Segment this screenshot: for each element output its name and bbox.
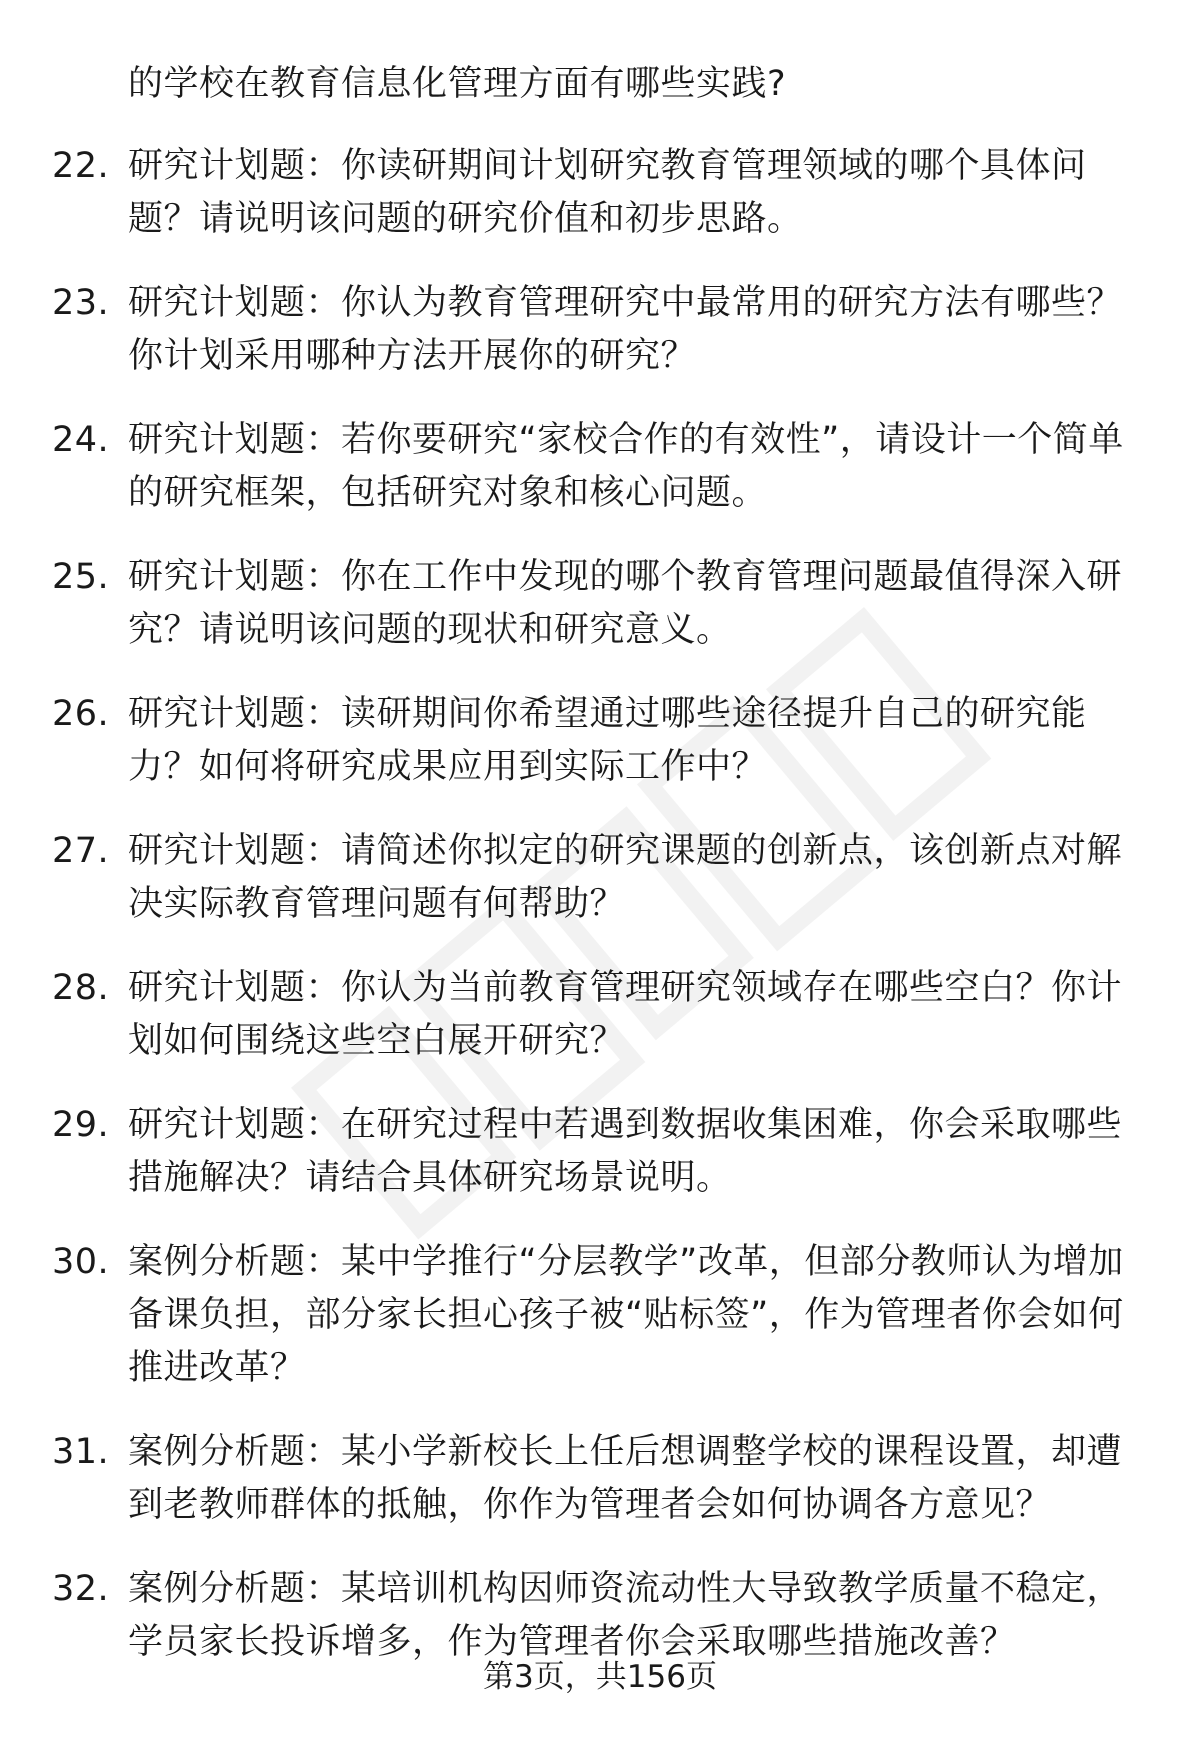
question-item: [0, 277, 1200, 383]
question-item: [0, 1099, 1200, 1205]
question-text: 研究计划题：若你要研究“家校合作的有效性”，请设计一个简单的研究框架，包括研究对象和核心问题。: [128, 420, 1124, 513]
question-list: [0, 140, 1200, 1700]
question-number: 28.: [52, 968, 110, 1008]
page-footer: 第3页，共156页: [483, 1659, 717, 1695]
question-text: 研究计划题：在研究过程中若遇到数据收集困难，你会采取哪些措施解决？请结合具体研究场景说明。: [128, 1105, 1123, 1198]
question-item: [0, 1236, 1200, 1395]
question-number: 25.: [52, 557, 110, 597]
question-number: 22.: [52, 146, 110, 186]
question-item: [0, 825, 1200, 931]
question-number: 24.: [52, 420, 110, 460]
question-item: [0, 1563, 1200, 1669]
question-number: 30.: [52, 1242, 110, 1282]
question-text: 案例分析题：某中学推行“分层教学”改革，但部分教师认为增加备课负担，部分家长担心孩子被“贴标签”，作为管理者你会如何推进改革？: [128, 1242, 1124, 1388]
question-number: 32.: [52, 1569, 110, 1609]
question-item: [0, 551, 1200, 657]
question-item: [0, 962, 1200, 1068]
question-item: [0, 414, 1200, 520]
question-text: 案例分析题：某小学新校长上任后想调整学校的课程设置，却遭到老教师群体的抵触，你作为管理者会如何协调各方意见？: [128, 1432, 1123, 1525]
question-text: 研究计划题：请简述你拟定的研究课题的创新点，该创新点对解决实际教育管理问题有何帮助？: [128, 831, 1123, 924]
question-text: 研究计划题：你读研期间计划研究教育管理领域的哪个具体问题？请说明该问题的研究价值和初步思路。: [128, 146, 1087, 239]
question-number: 23.: [52, 283, 110, 323]
question-text: 研究计划题：读研期间你希望通过哪些途径提升自己的研究能力？如何将研究成果应用到实际工作中？: [128, 694, 1087, 787]
question-text: 研究计划题：你认为教育管理研究中最常用的研究方法有哪些？你计划采用哪种方法开展你的研究？: [128, 283, 1123, 376]
question-number: 31.: [52, 1432, 110, 1472]
question-number: 26.: [52, 694, 110, 734]
question-item: [0, 140, 1200, 246]
question-number: 29.: [52, 1105, 110, 1145]
question-text: 研究计划题：你在工作中发现的哪个教育管理问题最值得深入研究？请说明该问题的现状和研究意义。: [128, 557, 1123, 650]
question-item: [0, 688, 1200, 794]
question-item: [0, 1426, 1200, 1532]
continued-question-text: 的学校在教育信息化管理方面有哪些实践?: [128, 64, 787, 104]
question-text: 研究计划题：你认为当前教育管理研究领域存在哪些空白？你计划如何围绕这些空白展开研究？: [128, 968, 1123, 1061]
question-text: 案例分析题：某培训机构因师资流动性大导致教学质量不稳定，学员家长投诉增多，作为管理者你会采取哪些措施改善？: [128, 1569, 1123, 1662]
question-number: 27.: [52, 831, 110, 871]
